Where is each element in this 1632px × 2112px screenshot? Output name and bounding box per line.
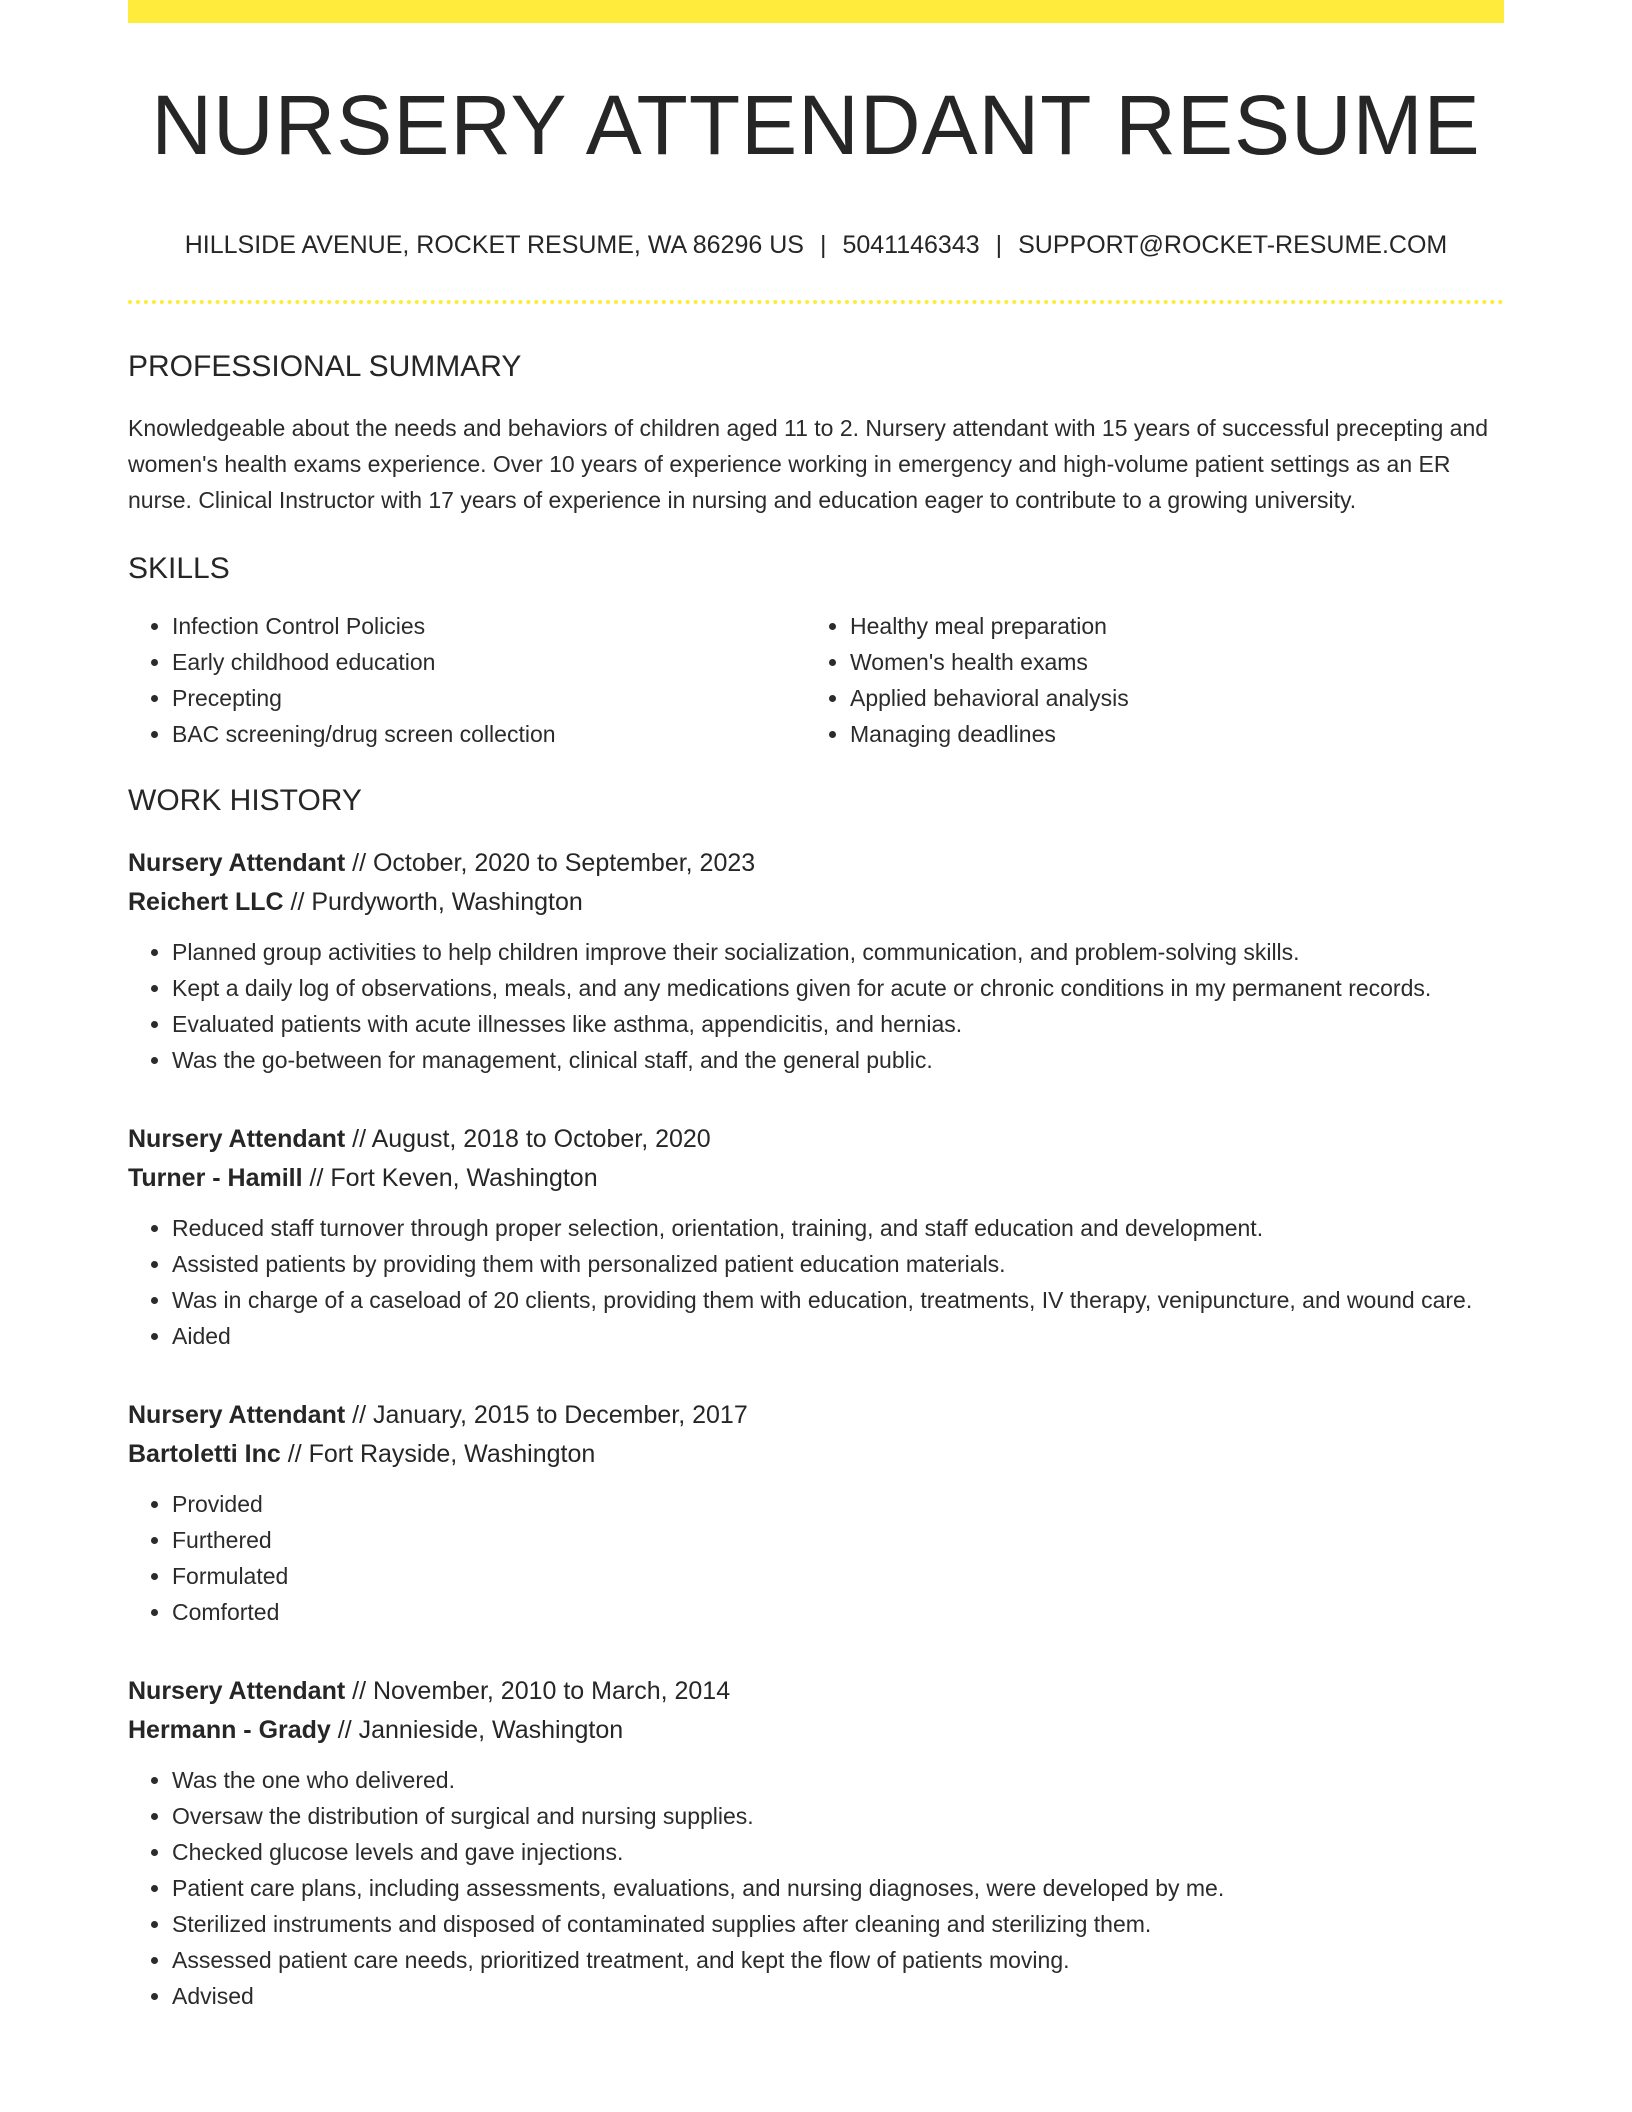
- job-duty-item: • Patient care plans, including assessments, evaluations, and nursing diagnoses, were developed by me.: [172, 1870, 1504, 1906]
- job-company: Hermann - Grady: [128, 1716, 331, 1744]
- job-duty-item: • Assisted patients by providing them with personalized patient education materials.: [172, 1246, 1504, 1282]
- job-role: Nursery Attendant: [128, 849, 346, 877]
- resume-page: [128, 0, 1504, 2014]
- job-duty-item: • Aided: [172, 1318, 1504, 1354]
- job-duty-item: • Assessed patient care needs, prioritized treatment, and kept the flow of patients moving.: [172, 1942, 1504, 1978]
- job-entry: [128, 1120, 1504, 1354]
- job-duty-item: • Kept a daily log of observations, meals, and any medications given for acute or chronic conditions in my permanent records.: [172, 970, 1504, 1006]
- job-duty-item: • Reduced staff turnover through proper selection, orientation, training, and staff education and development.: [172, 1210, 1504, 1246]
- job-company-line: [128, 1435, 1504, 1474]
- job-duty-item: • Formulated: [172, 1558, 1504, 1594]
- job-duty-item: • Oversaw the distribution of surgical and nursing supplies.: [172, 1798, 1504, 1834]
- job-company: Bartoletti Inc: [128, 1440, 281, 1468]
- job-dates: // August, 2018 to October, 2020: [345, 1125, 711, 1153]
- job-dates: // November, 2010 to March, 2014: [345, 1677, 731, 1705]
- job-duty-item: • Evaluated patients with acute illnesses like asthma, appendicitis, and hernias.: [172, 1006, 1504, 1042]
- dotted-divider: [128, 300, 1504, 304]
- job-duty-item: • Provided: [172, 1486, 1504, 1522]
- job-title-line: [128, 1396, 1504, 1435]
- job-duty-item: • Was in charge of a caseload of 20 clients, providing them with education, treatments, IV therapy, venipuncture, and wound care.: [172, 1282, 1504, 1318]
- skill-item: • Infection Control Policies: [172, 608, 806, 644]
- contact-separator: |: [995, 231, 1003, 259]
- work-history-heading: WORK HISTORY: [128, 784, 362, 817]
- skills-column-right: [806, 608, 1484, 752]
- job-role: Nursery Attendant: [128, 1125, 346, 1153]
- skill-item: • Women's health exams: [850, 644, 1484, 680]
- skills-heading: SKILLS: [128, 552, 230, 585]
- job-duties-list: [128, 1210, 1504, 1354]
- job-company: Turner - Hamill: [128, 1164, 303, 1192]
- job-duty-item: • Furthered: [172, 1522, 1504, 1558]
- job-duty-item: • Comforted: [172, 1594, 1504, 1630]
- job-title-line: [128, 844, 1504, 883]
- job-company-line: [128, 883, 1504, 922]
- contact-phone: 5041146343: [842, 231, 980, 259]
- contact-separator: |: [819, 231, 827, 259]
- job-location: // Jannieside, Washington: [330, 1716, 624, 1744]
- contact-email: SUPPORT@ROCKET-RESUME.COM: [1018, 231, 1448, 259]
- job-role: Nursery Attendant: [128, 1677, 346, 1705]
- job-duty-item: • Planned group activities to help children improve their socialization, communication, and problem-solving skills.: [172, 934, 1504, 970]
- skill-item: • BAC screening/drug screen collection: [172, 716, 806, 752]
- summary-heading: PROFESSIONAL SUMMARY: [128, 350, 522, 383]
- job-entry: [128, 844, 1504, 1078]
- job-company-line: [128, 1711, 1504, 1750]
- job-duties-list: [128, 1486, 1504, 1630]
- job-title-line: [128, 1120, 1504, 1159]
- job-duty-item: • Advised: [172, 1978, 1504, 2014]
- skills-list: [128, 608, 1504, 752]
- job-role: Nursery Attendant: [128, 1401, 346, 1429]
- job-location: // Purdyworth, Washington: [283, 888, 583, 916]
- contact-address: HILLSIDE AVENUE, ROCKET RESUME, WA 86296 US: [184, 231, 804, 259]
- job-location: // Fort Keven, Washington: [302, 1164, 598, 1192]
- job-dates: // January, 2015 to December, 2017: [345, 1401, 748, 1429]
- job-company: Reichert LLC: [128, 888, 284, 916]
- skill-item: • Early childhood education: [172, 644, 806, 680]
- job-duty-item: • Was the one who delivered.: [172, 1762, 1504, 1798]
- job-company-line: [128, 1159, 1504, 1198]
- skill-item: • Healthy meal preparation: [850, 608, 1484, 644]
- skill-item: • Applied behavioral analysis: [850, 680, 1484, 716]
- job-location: // Fort Rayside, Washington: [280, 1440, 596, 1468]
- accent-top-bar: [128, 0, 1504, 23]
- job-duty-item: • Checked glucose levels and gave injections.: [172, 1834, 1504, 1870]
- contact-line: [128, 233, 1504, 258]
- work-history-list: [128, 844, 1504, 2014]
- job-title-line: [128, 1672, 1504, 1711]
- job-duty-item: • Was the go-between for management, clinical staff, and the general public.: [172, 1042, 1504, 1078]
- skill-item: • Precepting: [172, 680, 806, 716]
- resume-title: NURSERY ATTENDANT RESUME: [151, 78, 1481, 172]
- skills-column-left: [128, 608, 806, 752]
- job-entry: [128, 1396, 1504, 1630]
- job-entry: [128, 1672, 1504, 2014]
- summary-text: Knowledgeable about the needs and behaviors of children aged 11 to 2. Nursery attendant with 15 years of successful precepting and women's health exams experience. Over 10 years of experience working in emergency and high-volume patient settings as an ER nurse. Clinical Instructor with 17 years of experience in nursing and education eager to contribute to a growing university.: [128, 415, 1489, 513]
- skill-item: • Managing deadlines: [850, 716, 1484, 752]
- job-dates: // October, 2020 to September, 2023: [345, 849, 756, 877]
- job-duties-list: [128, 934, 1504, 1078]
- job-duties-list: [128, 1762, 1504, 2014]
- job-duty-item: • Sterilized instruments and disposed of contaminated supplies after cleaning and sterilizing them.: [172, 1906, 1504, 1942]
